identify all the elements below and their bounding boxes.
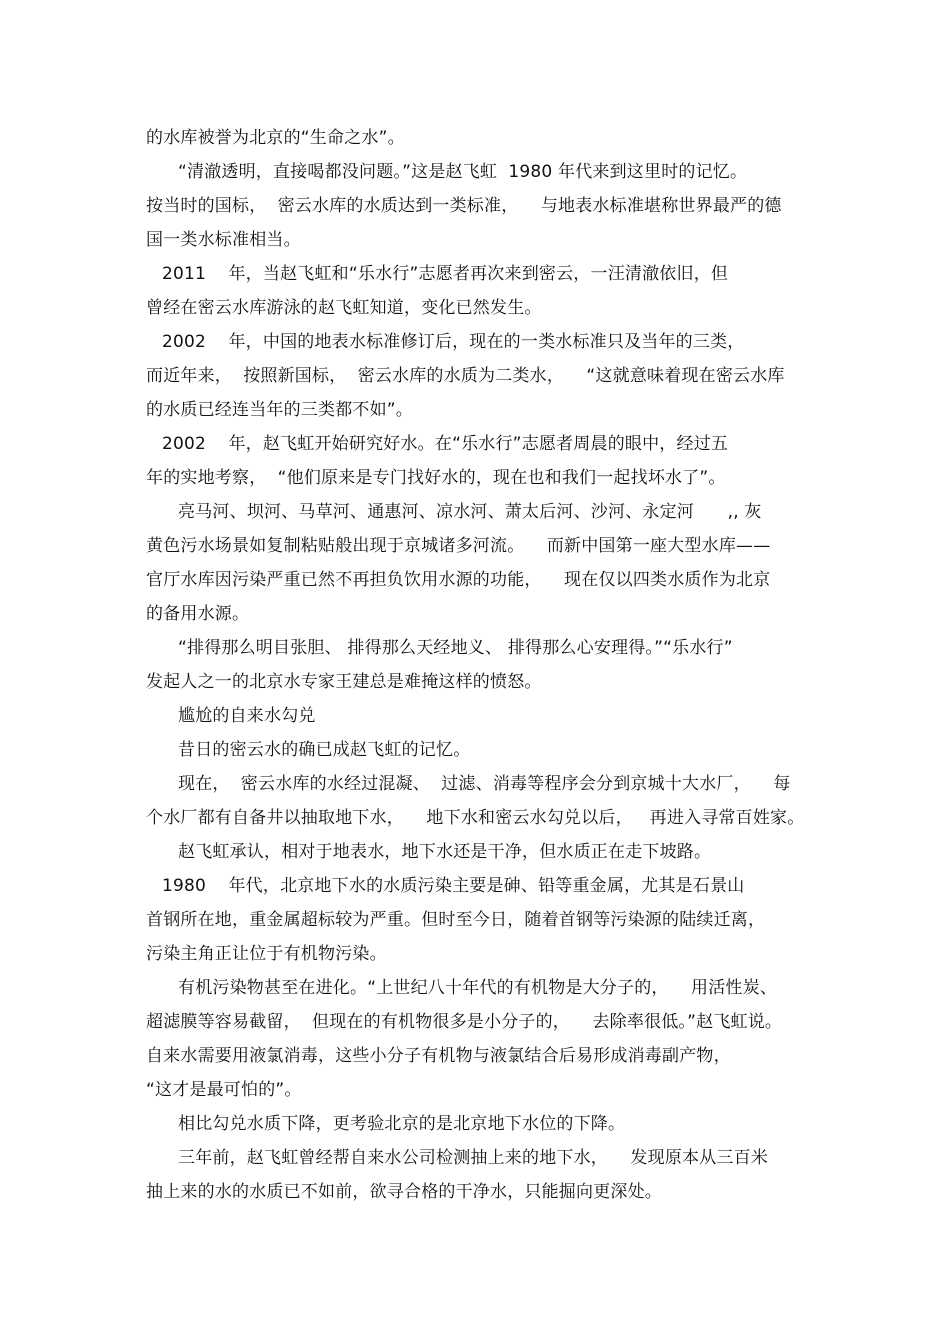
text-line: “排得那么明目张胆、 排得那么天经地义、 排得那么心安理得。”“乐水行” — [178, 638, 733, 658]
text-line: 亮马河、坝河、马草河、通惠河、凉水河、萧太后河、沙河、永定河 ,, 灰 — [178, 502, 762, 522]
text-line: 官厅水库因污染严重已然不再担负饮用水源的功能， 现在仅以四类水质作为北京 — [146, 570, 771, 590]
text-line: 黄色污水场景如复制粘贴般出现于京城诸多河流。 而新中国第一座大型水库—— — [146, 536, 771, 556]
text-line: 污染主角正让位于有机物污染。 — [146, 944, 387, 964]
text-line: 2002 年，赵飞虹开始研究好水。在“乐水行”志愿者周晨的眼中，经过五 — [162, 434, 729, 454]
text-line: 而近年来， 按照新国标， 密云水库的水质为二类水， “这就意味着现在密云水库 — [146, 366, 785, 386]
text-line: 抽上来的水的水质已不如前，欲寻合格的干净水，只能掘向更深处。 — [146, 1182, 662, 1202]
text-line: 赵飞虹承认，相对于地表水，地下水还是干净，但水质正在走下坡路。 — [178, 842, 712, 862]
text-line: 2002 年，中国的地表水标准修订后，现在的一类水标准只及当年的三类， — [162, 332, 745, 352]
text-line: 首钢所在地，重金属超标较为严重。但时至今日，随着首钢等污染源的陆续迁离， — [146, 910, 766, 930]
text-line: 个水厂都有自备井以抽取地下水， 地下水和密云水勾兑以后， 再进入寻常百姓家。 — [146, 808, 805, 828]
text-line: 发起人之一的北京水专家王建总是难掩这样的愤怒。 — [146, 672, 542, 692]
text-line: 国一类水标准相当。 — [146, 230, 301, 250]
text-line: 曾经在密云水库游泳的赵飞虹知道，变化已然发生。 — [146, 298, 542, 318]
text-line: 的备用水源。 — [146, 604, 250, 624]
text-line: “清澈透明，直接喝都没问题。”这是赵飞虹 1980 年代来到这里时的记忆。 — [178, 162, 748, 182]
text-line: 年的实地考察， “他们原来是专门找好水的，现在也和我们一起找坏水了”。 — [146, 468, 726, 488]
text-line: 现在， 密云水库的水经过混凝、 过滤、消毒等程序会分到京城十大水厂， 每 — [178, 774, 791, 794]
text-line: 有机污染物甚至在进化。“上世纪八十年代的有机物是大分子的， 用活性炭、 — [178, 978, 778, 998]
text-line: 按当时的国标， 密云水库的水质达到一类标准， 与地表水标准堪称世界最严的德 — [146, 196, 782, 216]
section-heading: 尴尬的自来水勾兑 — [178, 706, 316, 726]
text-line: 的水质已经连当年的三类都不如”。 — [146, 400, 414, 420]
text-line: 2011 年，当赵飞虹和“乐水行”志愿者再次来到密云，一汪清澈依旧，但 — [162, 264, 729, 284]
text-line: 三年前，赵飞虹曾经帮自来水公司检测抽上来的地下水， 发现原本从三百米 — [178, 1148, 769, 1168]
text-line: 的水库被誉为北京的“生命之水”。 — [146, 128, 405, 148]
text-line: 昔日的密云水的确已成赵飞虹的记忆。 — [178, 740, 471, 760]
text-line: 超滤膜等容易截留， 但现在的有机物很多是小分子的， 去除率很低。”赵飞虹说。 — [146, 1012, 783, 1032]
text-line: 1980 年代，北京地下水的水质污染主要是砷、铅等重金属，尤其是石景山 — [162, 876, 745, 896]
text-line: “这才是最可怕的”。 — [146, 1080, 302, 1100]
text-line: 相比勾兑水质下降，更考验北京的是北京地下水位的下降。 — [178, 1114, 626, 1134]
text-line: 自来水需要用液氯消毒，这些小分子有机物与液氯结合后易形成消毒副产物， — [146, 1046, 731, 1066]
